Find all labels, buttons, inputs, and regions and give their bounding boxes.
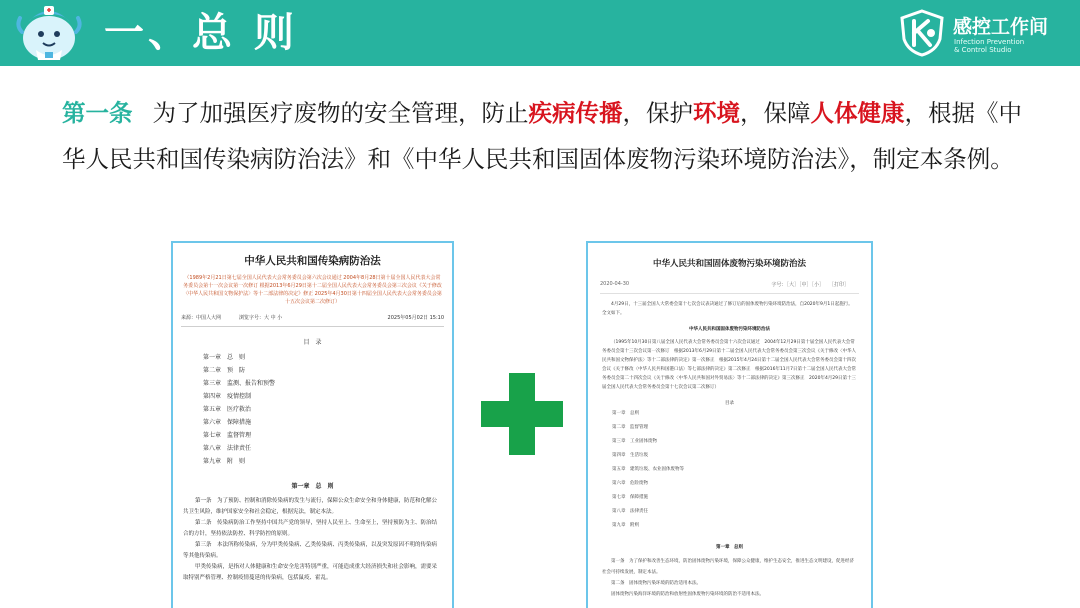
toc-list (612, 410, 871, 536)
toc-item: 第八章 法律责任 (612, 509, 648, 514)
chapter-heading: 第一章 总则 (716, 545, 743, 550)
toc-item: 第六章 危险废物 (612, 481, 648, 486)
brand-en-line1: Infection Prevention (954, 38, 1025, 46)
doc-date: 2025年05月02日 15:10 (387, 315, 444, 321)
plus-icon (481, 373, 563, 455)
solid-waste-law-document (586, 241, 873, 608)
doc-date: 2020-04-30 (600, 281, 630, 287)
doc-source: 来源：中国人大网 (181, 315, 222, 321)
chapter-heading: 第一章 总 则 (291, 483, 334, 490)
doc-subtitle: 中华人民共和国固体废物污染环境防治法 (689, 327, 770, 332)
brand-english-name (954, 38, 1024, 54)
article-text (62, 90, 1022, 182)
doc-title: 中华人民共和国传染病防治法 (244, 255, 381, 267)
toc-item: 第九章 附 则 (203, 458, 246, 465)
doc-font-size: 字号：［大］［中］［小］ ［打印］ (771, 282, 849, 288)
page-title: 一、总 则 (104, 10, 298, 56)
toc-item: 第三章 监测、报告和预警 (203, 380, 276, 387)
toc-item: 第一章 总则 (612, 411, 639, 416)
highlight-disease-spread: 疾病传播 (528, 99, 623, 127)
article-label: 第一条 (62, 99, 133, 127)
highlight-environment: 环境 (693, 99, 740, 127)
infectious-disease-law-document (171, 241, 454, 608)
doc-body (183, 496, 442, 584)
doc-title: 中华人民共和国固体废物污染环境防治法 (652, 259, 806, 269)
toc-item: 第二章 监督管理 (612, 425, 648, 430)
article-part3: ，保障 (740, 99, 811, 127)
toc-list (203, 352, 452, 469)
brand-block (898, 9, 1048, 57)
highlight-human-health: 人体健康 (810, 99, 905, 127)
brand-name: 感控工作间 (953, 16, 1049, 38)
doc-paragraph: 第二条 固体废物污染环境的防治适用本法。 (611, 581, 701, 586)
toc-item: 第五章 建筑垃圾、农业固体废物等 (612, 467, 684, 472)
doc-divider (600, 293, 859, 294)
doc-meta-row (181, 314, 444, 322)
doc-meta-row (600, 281, 859, 289)
toc-item: 第八章 法律责任 (203, 445, 252, 452)
doc-paragraph: 第一条 为了预防、控制和消除传染病的发生与流行，保障公众生命安全和身体健康，防范和化解公共卫生风险，维护国家安全和社会稳定，根据宪法，制定本法。 (183, 498, 438, 515)
doc-intro: 4月29日，十三届全国人大常委会第十七次会议表决通过了修订后的固体废物污染环境防治法，自2020年9月1日起施行。全文如下。 (602, 302, 853, 316)
article-part1: 为了加强医疗废物的安全管理，防止 (152, 99, 529, 127)
article-part2: ，保护 (622, 99, 693, 127)
doc-paragraph: 固体废物污染海洋环境的防治和放射性固体废物污染环境的防治不适用本法。 (611, 592, 764, 597)
brand-en-line2: & Control Studio (954, 46, 1012, 54)
doc-preamble: （1989年2月21日第七届全国人民代表大会常务委员会第六次会议通过 2004年8月28日第十届全国人民代表大会常务委员会第十一次会议第一次修订 根据2013年6月29日第十二届全国人民代表大会常务委员会第三次会议《关于修改〈中华人民共和国文物保护法〉等十二部法律的决定》修正 2025年4月30日第十四届全国人民代表大会常务委员会第十五次会议第二次修订） (183, 275, 442, 305)
toc-item: 第二章 预 防 (203, 367, 246, 374)
toc-item: 第六章 保障措施 (203, 419, 252, 426)
doc-body (602, 556, 857, 600)
brand-logo-icon (898, 9, 946, 57)
doc-paragraph: 第一条 为了保护和改善生态环境，防治固体废物污染环境，保障公众健康，维护生态安全，推进生态文明建设，促进经济社会可持续发展，制定本法。 (602, 559, 854, 575)
doc-paragraph: 第二条 传染病防治工作坚持中国共产党的领导，坚持人民至上、生命至上，坚持预防为主、防治结合的方针，坚持依法防控、科学防控的原则。 (183, 520, 438, 537)
toc-item: 第一章 总 则 (203, 354, 246, 361)
toc-title: 目录 (725, 401, 734, 406)
doc-paragraph: 第三条 本法所称传染病，分为甲类传染病、乙类传染病、丙类传染病，以及突发原因不明的传染病等其他传染病。 (183, 542, 438, 559)
header-bar (0, 0, 1080, 66)
toc-item: 第四章 疫情控制 (203, 393, 252, 400)
article-part4: ，根据《中华人民共和国传染病防治法》和《中华人民共和国固体废物污染环境防治法》，制定本条例。 (62, 99, 1022, 173)
doc-font-size: 浏览字号：大 中 小 (239, 315, 283, 321)
toc-title: 目 录 (303, 339, 322, 346)
toc-item: 第四章 生活垃圾 (612, 453, 648, 458)
toc-item: 第九章 附则 (612, 523, 639, 528)
doc-divider (181, 326, 444, 327)
toc-item: 第五章 医疗救治 (203, 406, 252, 413)
toc-item: 第七章 监督管理 (203, 432, 252, 439)
mascot-logo (14, 2, 84, 64)
toc-item: 第三章 工业固体废物 (612, 439, 657, 444)
doc-paragraph: 甲类传染病，是指对人体健康和生命安全危害特别严重，可能造成重大经济损失和社会影响，需要采取特别严格管理、控制疫情蔓延的传染病，包括鼠疫、霍乱。 (183, 564, 438, 581)
doc-preamble: （1995年10月30日第八届全国人民代表大会常务委员会第十六次会议通过 2004年12月29日第十届全国人民代表大会常务委员会第十三次会议第一次修订 根据2013年6月29日第十二届全国人民代表大会常务委员会第三次会议《关于修改〈中华人民共和国文物保护法〉等十二部法律的决定》第一次修正 根据2015年4月24日第十二届全国人民代表大会常务委员会第十四次会议《关于修改〈中华人民共和国港口法〉等七部法律的决定》第二次修正 根据2016年11月7日第十二届全国人民代表大会常务委员会第二十四次会议《关于修改〈中华人民共和国对外贸易法〉等十二部法律的决定》第三次修正 2020年4月29日第十三届全国人民代表大会常务委员会第十七次会议第二次修订） (602, 340, 857, 390)
toc-item: 第七章 保障措施 (612, 495, 648, 500)
